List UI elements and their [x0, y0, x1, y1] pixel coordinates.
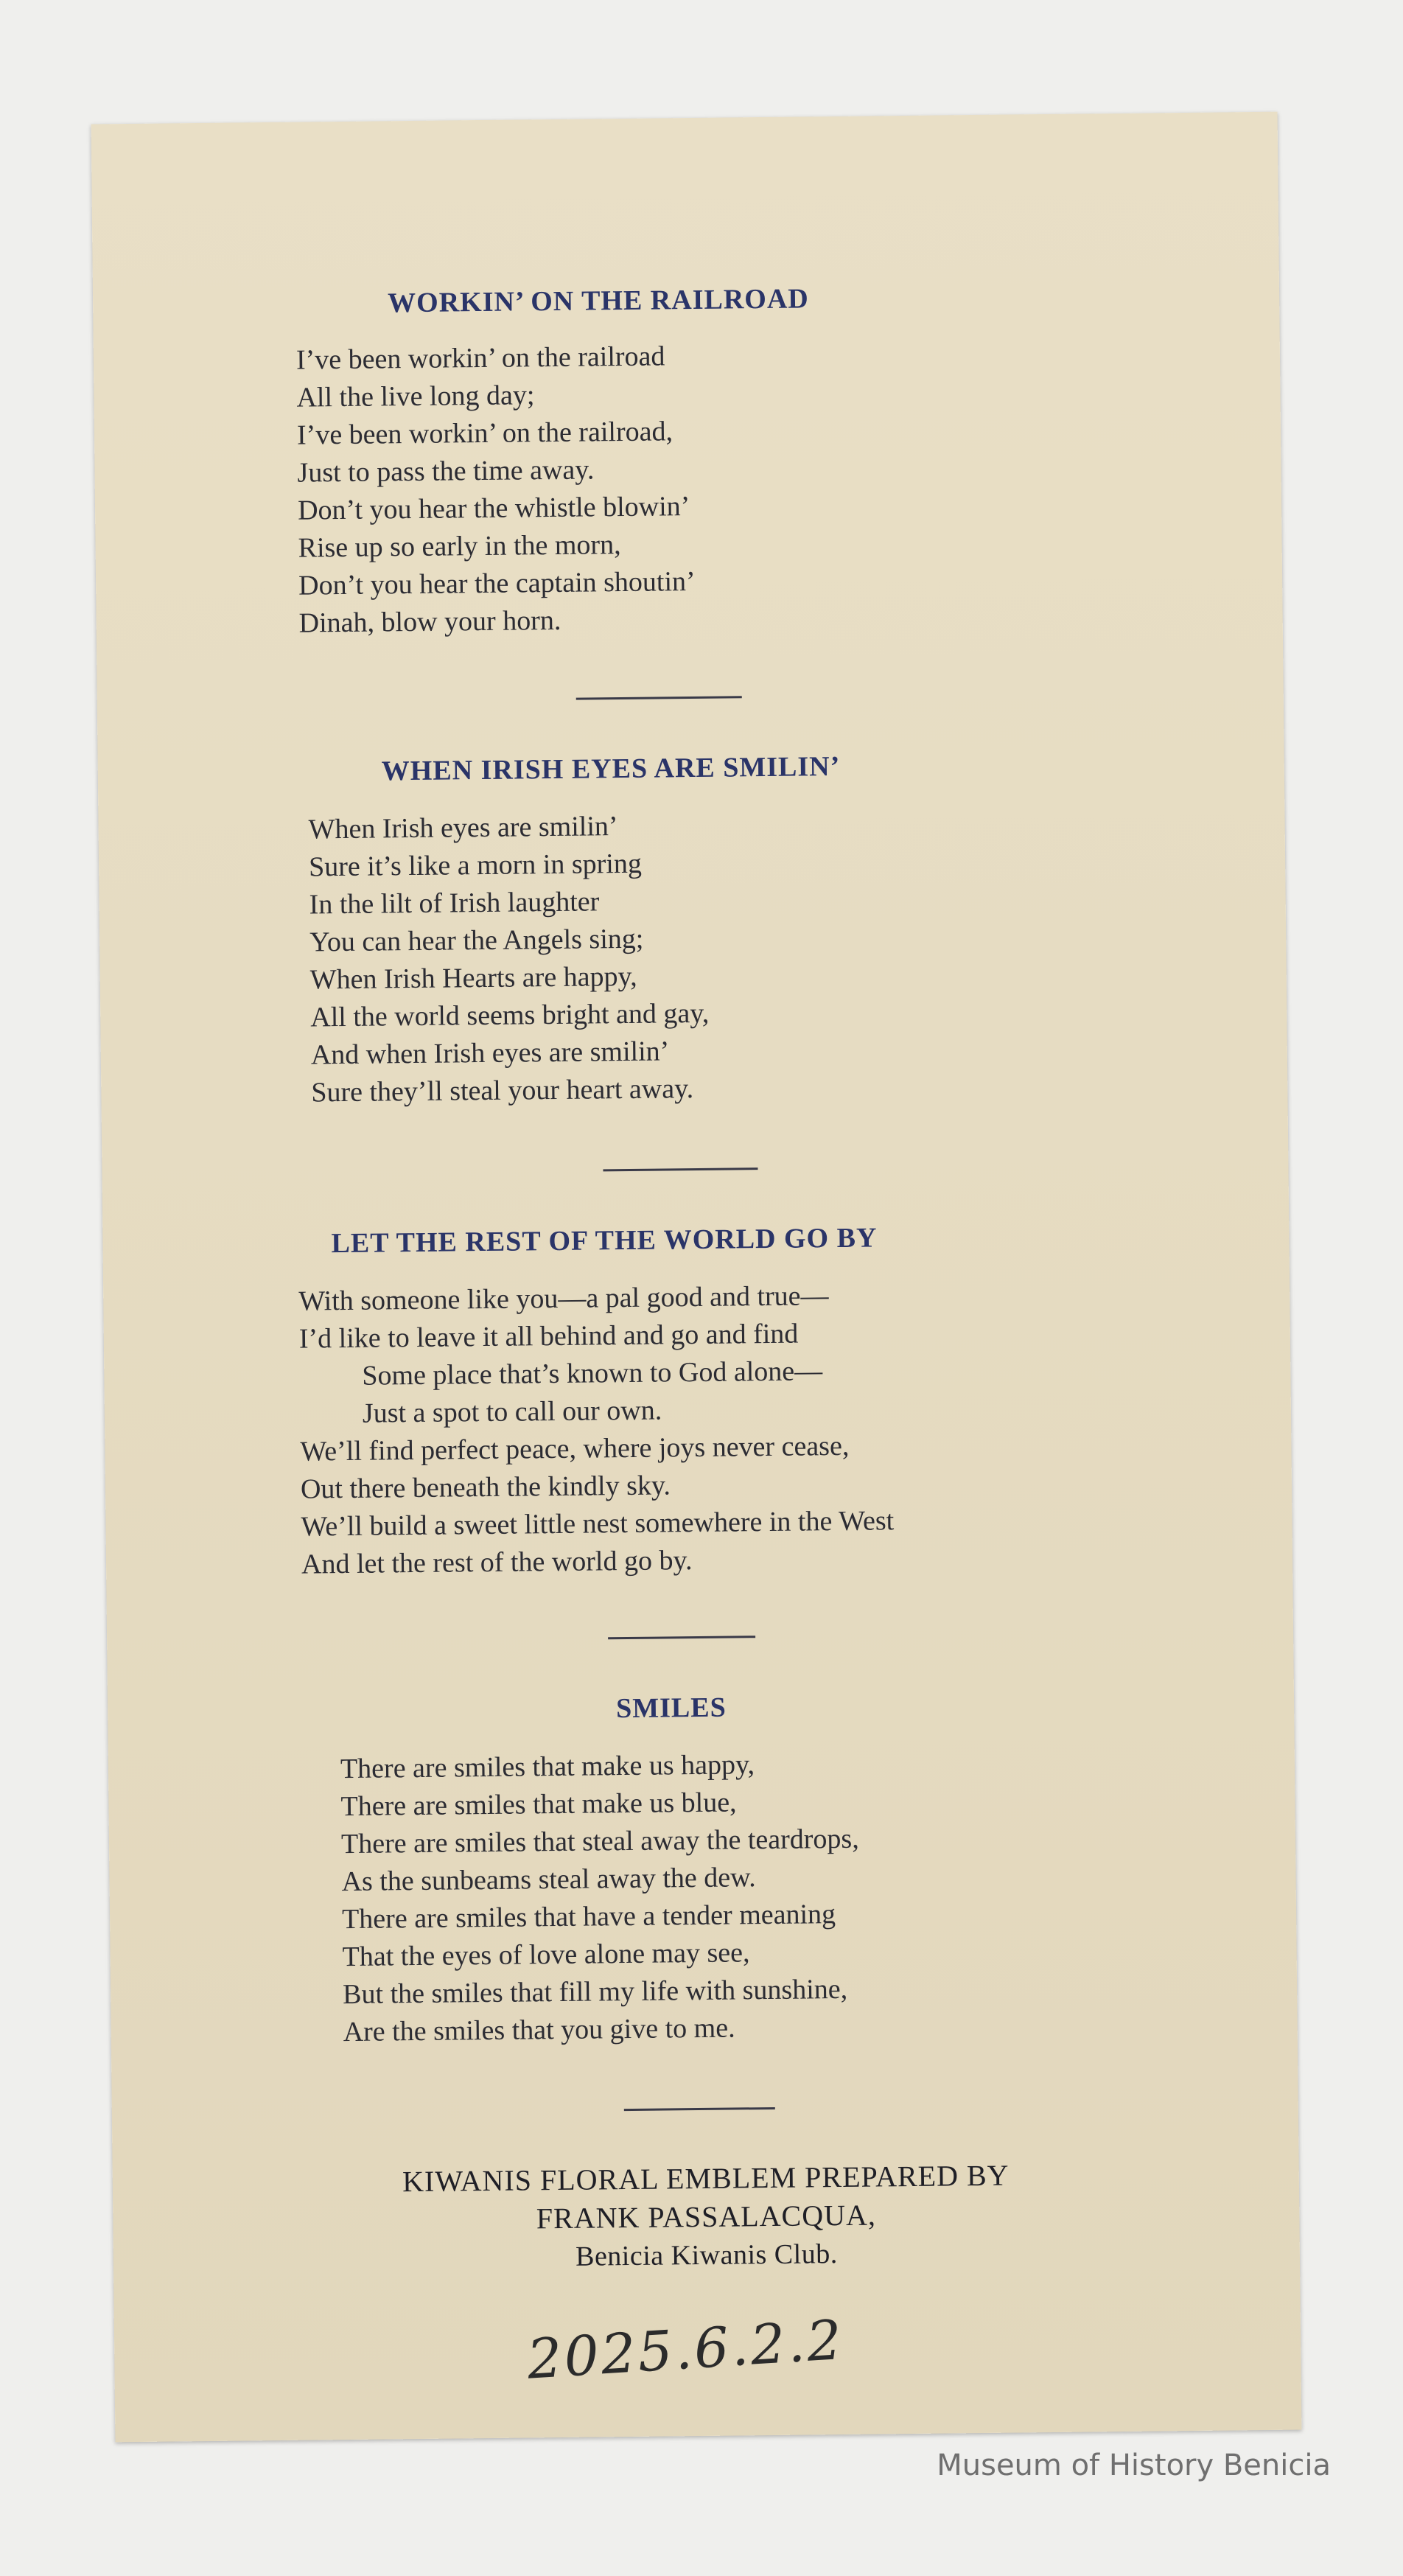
song-title-railroad: WORKIN’ ON THE RAILROAD — [387, 283, 809, 319]
lyric-line: Some place that’s known to God alone— — [362, 1355, 823, 1392]
lyric-line: Sure it’s like a morn in spring — [308, 848, 643, 883]
section-divider — [576, 696, 742, 699]
section-divider — [624, 2107, 775, 2111]
lyric-line: We’ll find perfect peace, where joys never cease, — [300, 1430, 850, 1467]
lyric-line: Dinah, blow your horn. — [298, 604, 561, 639]
lyrics-smiles — [340, 1745, 861, 2051]
lyric-line: There are smiles that steal away the teardrops, — [340, 1823, 859, 1860]
lyrics-rest-of-world — [298, 1277, 895, 1583]
credit-block — [113, 2154, 1301, 2281]
lyric-line: We’ll build a sweet little nest somewhere in the West — [301, 1505, 895, 1543]
lyric-line: Sure they’ll steal your heart away. — [311, 1073, 694, 1109]
lyric-line: There are smiles that have a tender meaning — [341, 1899, 836, 1936]
lyric-line: I’d like to leave it all behind and go and find — [298, 1318, 799, 1355]
song-title-rest-of-world: LET THE REST OF THE WORLD GO BY — [331, 1222, 878, 1260]
lyrics-railroad — [296, 338, 696, 643]
lyric-line: When Irish Hearts are happy, — [309, 960, 637, 996]
lyrics-irish-eyes — [308, 807, 710, 1112]
lyric-line: With someone like you—a pal good and true— — [298, 1280, 829, 1317]
lyric-line: As the sunbeams steal away the dew. — [341, 1862, 756, 1898]
lyric-line: Just a spot to call our own. — [362, 1395, 662, 1429]
lyric-line: In the lilt of Irish laughter — [309, 886, 600, 921]
lyric-line: And when Irish eyes are smilin’ — [310, 1036, 670, 1071]
accession-number: 2025.6.2.2 — [525, 2308, 846, 2392]
lyric-line: You can hear the Angels sing; — [309, 923, 644, 958]
lyric-line: Out there beneath the kindly sky. — [300, 1470, 671, 1505]
lyric-line: Are the smiles that you give to me. — [343, 2012, 735, 2048]
lyric-line: That the eyes of love alone may see, — [342, 1937, 750, 1973]
song-title-irish-eyes: WHEN IRISH EYES ARE SMILIN’ — [381, 750, 841, 787]
museum-watermark: Museum of History Benicia — [937, 2448, 1331, 2482]
section-divider — [603, 1167, 758, 1171]
credit-line-2: FRANK PASSALACQUA, — [536, 2198, 877, 2235]
lyric-line: All the live long day; — [296, 380, 535, 413]
lyric-line: Just to pass the time away. — [297, 454, 595, 489]
lyric-line: When Irish eyes are smilin’ — [308, 811, 618, 845]
song-title-smiles: SMILES — [615, 1692, 727, 1725]
lyric-line: There are smiles that make us blue, — [340, 1787, 737, 1823]
lyric-line: I’ve been workin’ on the railroad — [295, 341, 665, 376]
lyric-line: All the world seems bright and gay, — [310, 997, 710, 1033]
lyric-line: Rise up so early in the morn, — [298, 529, 621, 564]
lyric-line: But the smiles that fill my life with sunshine, — [342, 1973, 848, 2011]
song-sheet-page — [91, 112, 1302, 2443]
lyric-line: I’ve been workin’ on the railroad, — [296, 416, 673, 451]
credit-line-3: Benicia Kiwanis Club. — [575, 2238, 838, 2272]
lyric-line: There are smiles that make us happy, — [340, 1749, 755, 1785]
lyric-line: And let the rest of the world go by. — [301, 1545, 693, 1580]
lyric-line: Don’t you hear the whistle blowin’ — [297, 491, 690, 526]
lyric-line: Don’t you hear the captain shoutin’ — [298, 565, 696, 601]
section-divider — [608, 1636, 755, 1639]
credit-line-1: KIWANIS FLORAL EMBLEM PREPARED BY — [402, 2158, 1010, 2199]
